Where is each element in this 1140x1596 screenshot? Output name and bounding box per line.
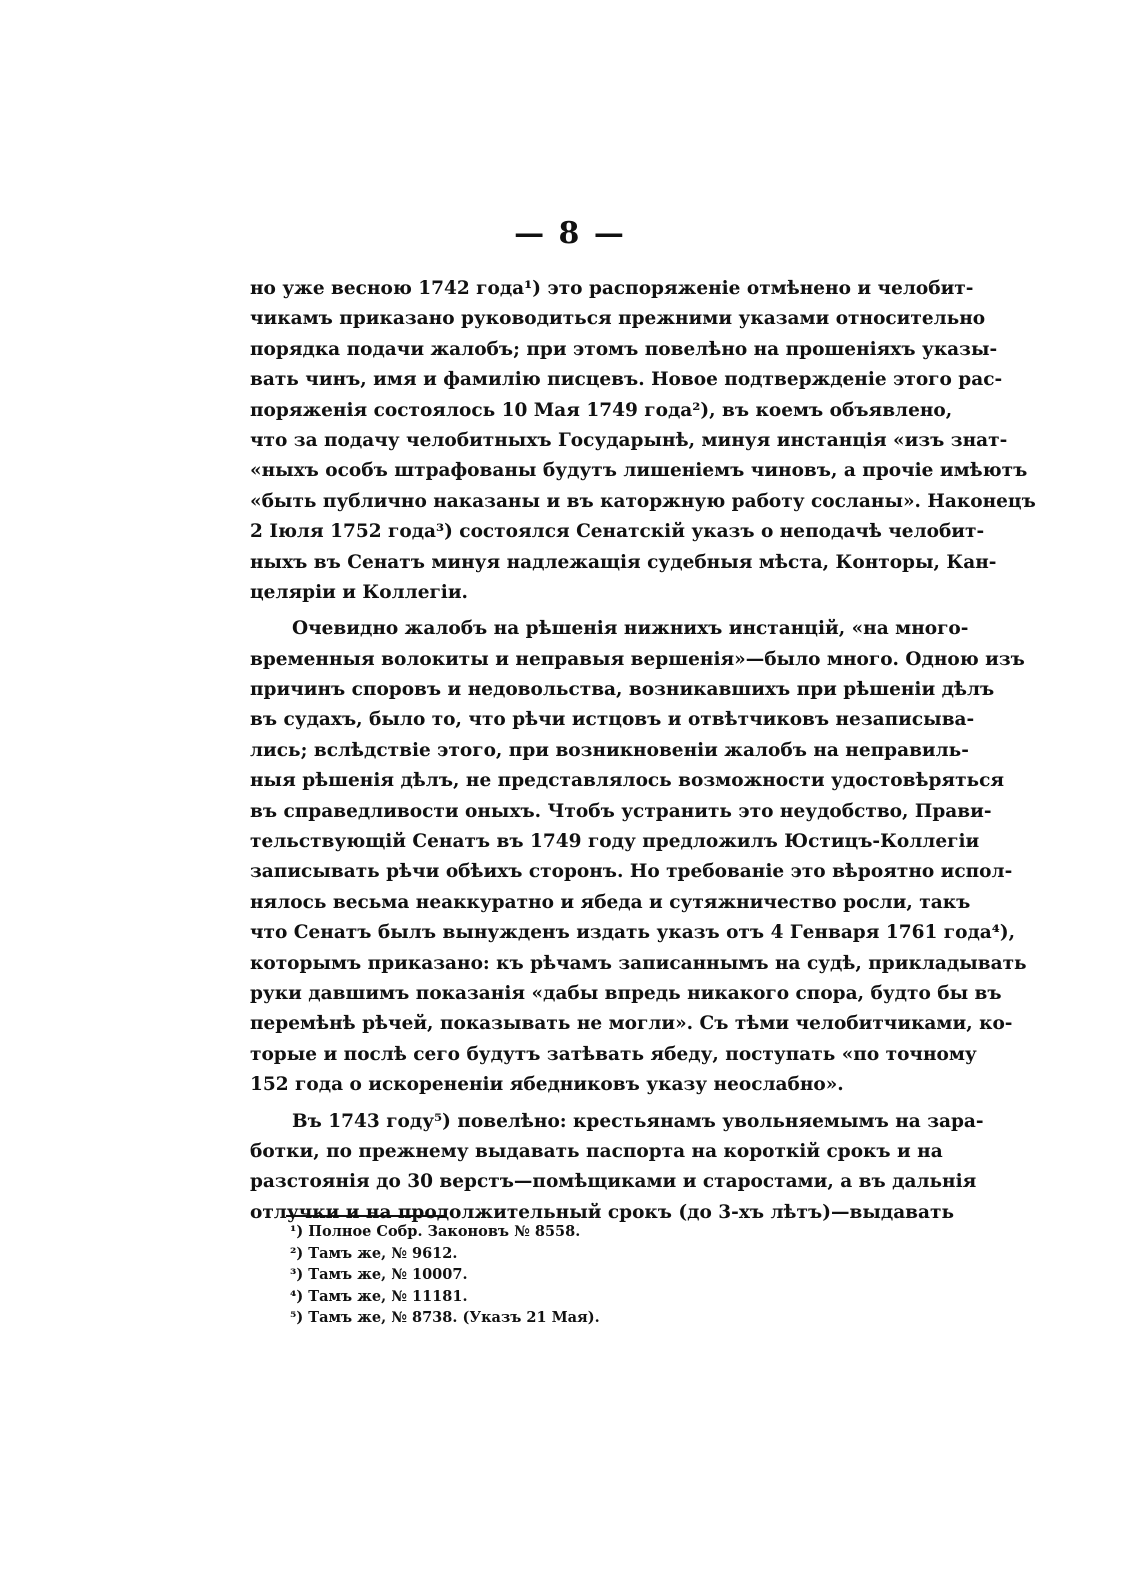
text-line: «быть публично наказаны и въ каторжную работу сосланы». Наконецъ <box>250 490 1036 512</box>
footnote-text: Тамъ же, № 10007. <box>308 1266 468 1283</box>
footnote <box>290 1221 790 1243</box>
page-number: — 8 — <box>514 216 626 251</box>
text-line: но уже весною 1742 года¹) это распоряженіе отмѣнено и челобит- <box>250 278 974 299</box>
text-line: Въ 1743 году⁵) повелѣно: крестьянамъ увольняемымъ на зара- <box>292 1110 984 1132</box>
footnote-text: Тамъ же, № 8738. (Указъ 21 Мая). <box>308 1309 600 1326</box>
text-line: въ судахъ, было то, что рѣчи истцовъ и отвѣтчиковъ незаписыва- <box>250 709 975 731</box>
text-line: 2 Іюля 1752 года³) состоялся Сенатскій указъ о неподачѣ челобит- <box>250 521 985 543</box>
footnote-text: Тамъ же, № 11181. <box>308 1287 468 1305</box>
text-line: записывать рѣчи обѣихъ сторонъ. Но требованіе это вѣроятно испол- <box>250 861 1013 883</box>
text-line: временныя волокиты и неправыя вершенія»—было много. Одною изъ <box>250 648 1025 670</box>
footnote <box>290 1264 790 1286</box>
text-line: руки давшимъ показанія «дабы впредь никакого спора, будто бы въ <box>250 982 1002 1004</box>
text-line: порядка подачи жалобъ; при этомъ повелѣно на прошеніяхъ указы- <box>250 338 998 360</box>
text-line: Очевидно жалобъ на рѣшенія нижнихъ инстанцій, «на много- <box>292 618 969 640</box>
text-line: причинъ споровъ и недовольства, возникавшихъ при рѣшеніи дѣлъ <box>250 679 995 701</box>
footnote-mark: ¹) <box>290 1223 304 1240</box>
text-line: что за подачу челобитныхъ Государынѣ, минуя инстанція «изъ знат- <box>250 429 1008 451</box>
text-line: нялось весьма неаккуратно и ябеда и сутяжничество росли, такъ <box>250 891 971 913</box>
text-line: торые и послѣ сего будутъ затѣвать ябеду, поступать «по точному <box>250 1043 977 1065</box>
text-line: поряженія состоялось 10 Мая 1749 года²), въ коемъ объявлено, <box>250 399 953 421</box>
text-line: ботки, по прежнему выдавать паспорта на короткій срокъ и на <box>250 1140 943 1162</box>
text-line: которымъ приказано: къ рѣчамъ записаннымъ на судѣ, прикладывать <box>250 952 1027 974</box>
text-line: лись; вслѣдствіе этого, при возникновеніи жалобъ на неправиль- <box>250 739 969 761</box>
text-line: перемѣнѣ рѣчей, показывать не могли». Съ тѣми челобитчиками, ко- <box>250 1013 1013 1035</box>
footnote <box>290 1307 790 1329</box>
text-line: что Сенатъ былъ вынужденъ издать указъ отъ 4 Генваря 1761 года⁴), <box>250 922 1016 944</box>
footnote-mark: ⁵) <box>290 1309 304 1326</box>
text-line: ныхъ въ Сенатъ минуя надлежащія судебныя мѣста, Конторы, Кан- <box>250 551 997 573</box>
text-line: въ справедливости оныхъ. Чтобъ устранить это неудобство, Прави- <box>250 800 992 822</box>
text-line: ныя рѣшенія дѣлъ, не представлялось возможности удостовѣряться <box>250 770 1005 792</box>
footnote-text: Полное Собр. Законовъ № 8558. <box>308 1223 581 1240</box>
text-line: 152 года о искорененіи ябедниковъ указу неослабно». <box>250 1074 844 1096</box>
text-line: тельствующій Сенатъ въ 1749 году предложилъ Юстицъ-Коллегіи <box>250 831 980 853</box>
body-text <box>250 274 1036 1228</box>
footnote-mark: ³) <box>290 1266 304 1283</box>
text-line: разстоянія до 30 верстъ—помѣщиками и старостами, а въ дальнія <box>250 1171 977 1193</box>
footnote-mark: ⁴) <box>290 1287 304 1305</box>
text-line: вать чинъ, имя и фамилію писцевъ. Новое подтвержденіе этого рас- <box>250 369 1003 391</box>
footnote-mark: ²) <box>290 1244 304 1262</box>
footnote-text: Тамъ же, № 9612. <box>308 1244 458 1262</box>
footnote <box>290 1243 790 1265</box>
footnote <box>290 1286 790 1308</box>
footnote-divider <box>286 1215 446 1217</box>
text-line: целяріи и Коллегіи. <box>250 581 468 603</box>
text-line: чикамъ приказано руководиться прежними указами относительно <box>250 308 986 330</box>
footnotes <box>290 1221 790 1329</box>
text-line: отлучки и на продолжительный срокъ (до 3-хъ лѣтъ)—выдавать <box>250 1201 955 1223</box>
text-line: «ныхъ особъ штрафованы будутъ лишеніемъ чиновъ, а прочіе имѣютъ <box>250 460 1028 482</box>
